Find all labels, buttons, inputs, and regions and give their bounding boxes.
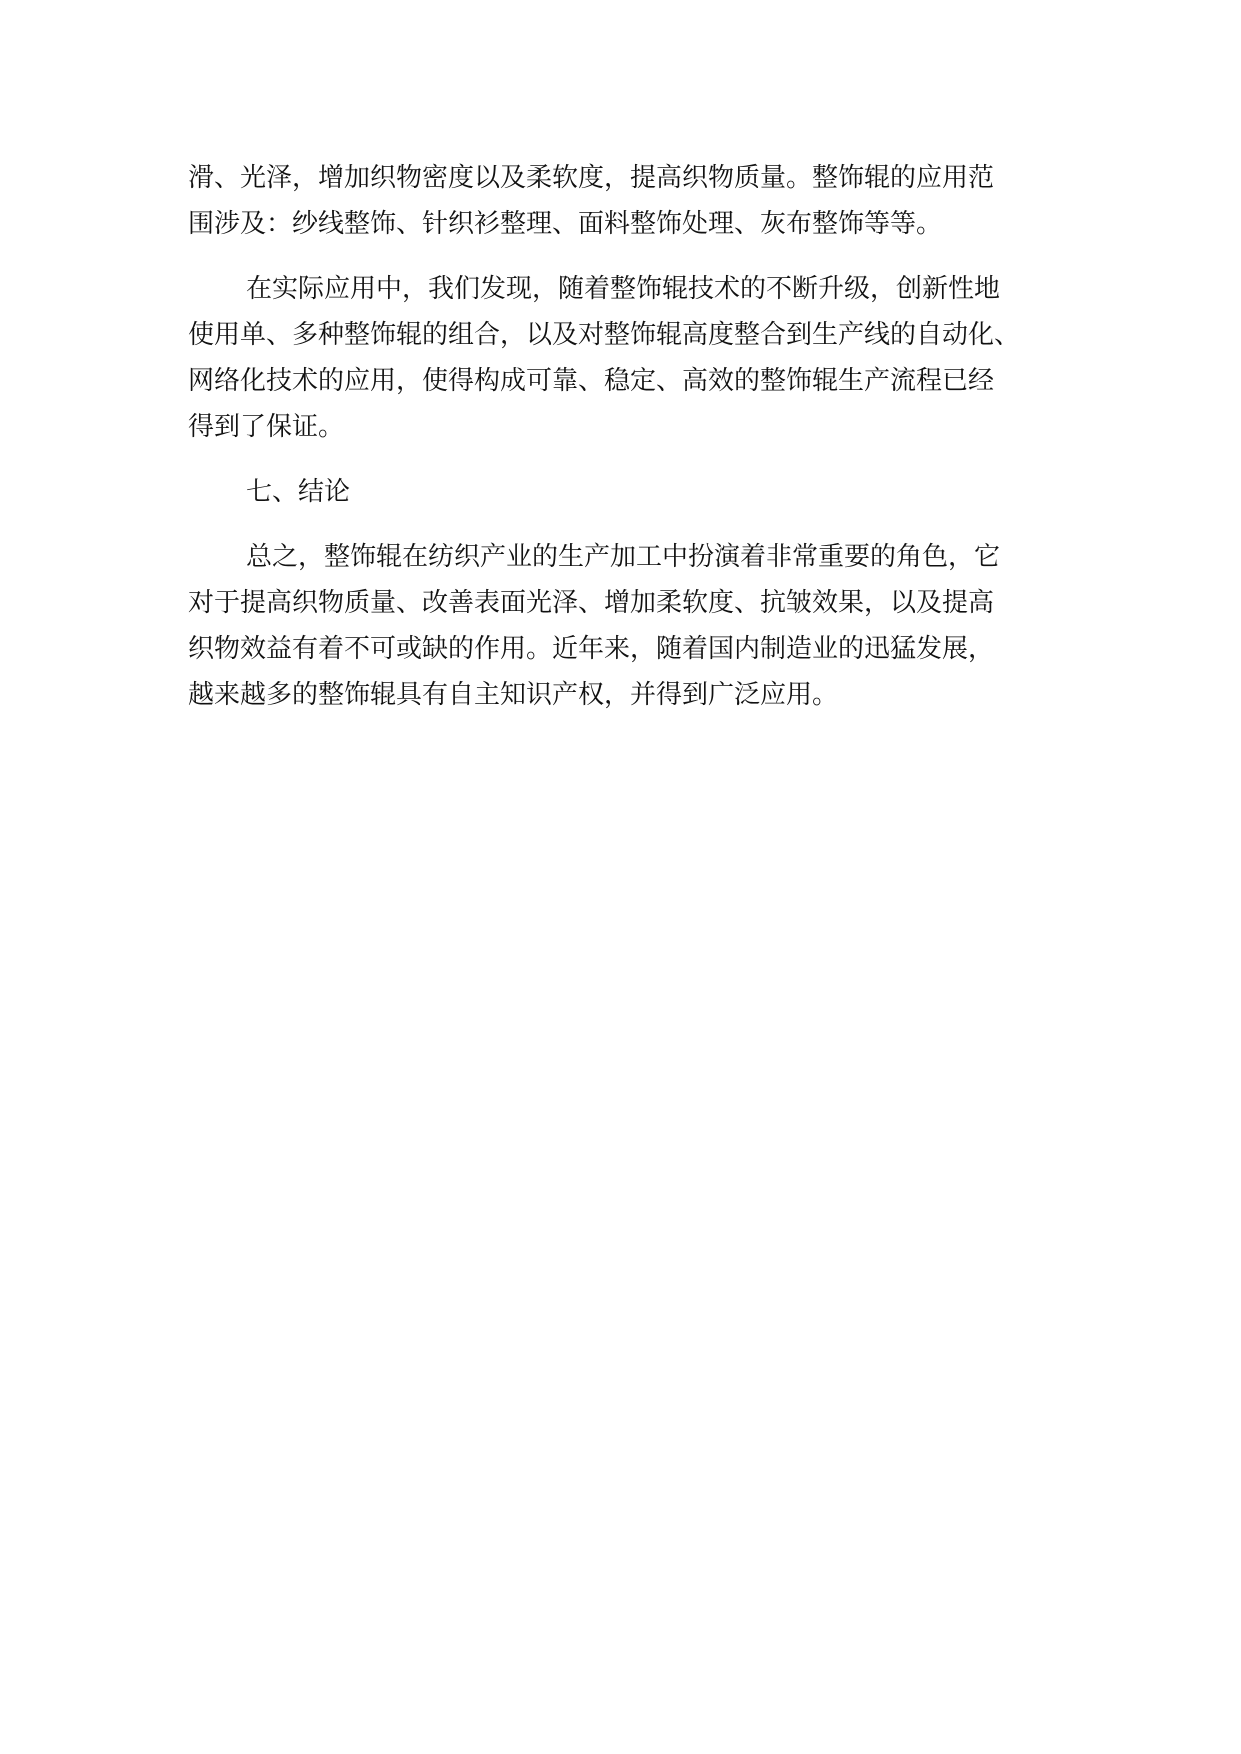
- text-line: 在实际应用中，我们发现，随着整饰辊技术的不断升级，创新性地: [246, 274, 1001, 304]
- paragraph-application-scope: [188, 155, 1068, 247]
- text-line: 对于提高织物质量、改善表面光泽、增加柔软度、抗皱效果，以及提高: [188, 588, 995, 618]
- text-line: 总之，整饰辊在纺织产业的生产加工中扮演着非常重要的角色，它: [246, 542, 1001, 572]
- text-line: 使用单、多种整饰辊的组合，以及对整饰辊高度整合到生产线的自动化、: [188, 320, 1021, 350]
- text-line: 滑、光泽，增加织物密度以及柔软度，提高织物质量。整饰辊的应用范: [188, 163, 995, 193]
- section-heading-conclusion: [188, 469, 1068, 515]
- paragraph-practical-application: [188, 266, 1068, 450]
- text-line: 得到了保证。: [188, 412, 345, 442]
- document-body: [188, 155, 1068, 718]
- text-line: 织物效益有着不可或缺的作用。近年来，随着国内制造业的迅猛发展，: [188, 634, 995, 664]
- paragraph-spacing: [188, 247, 1068, 266]
- paragraph-spacing: [188, 515, 1068, 534]
- text-line: 围涉及：纱线整饰、针织衫整理、面料整饰处理、灰布整饰等等。: [188, 209, 943, 239]
- paragraph-conclusion: [188, 534, 1068, 718]
- section-heading: 七、结论: [246, 477, 351, 507]
- text-line: 越来越多的整饰辊具有自主知识产权，并得到广泛应用。: [188, 680, 839, 710]
- paragraph-spacing: [188, 450, 1068, 469]
- text-line: 网络化技术的应用，使得构成可靠、稳定、高效的整饰辊生产流程已经: [188, 366, 995, 396]
